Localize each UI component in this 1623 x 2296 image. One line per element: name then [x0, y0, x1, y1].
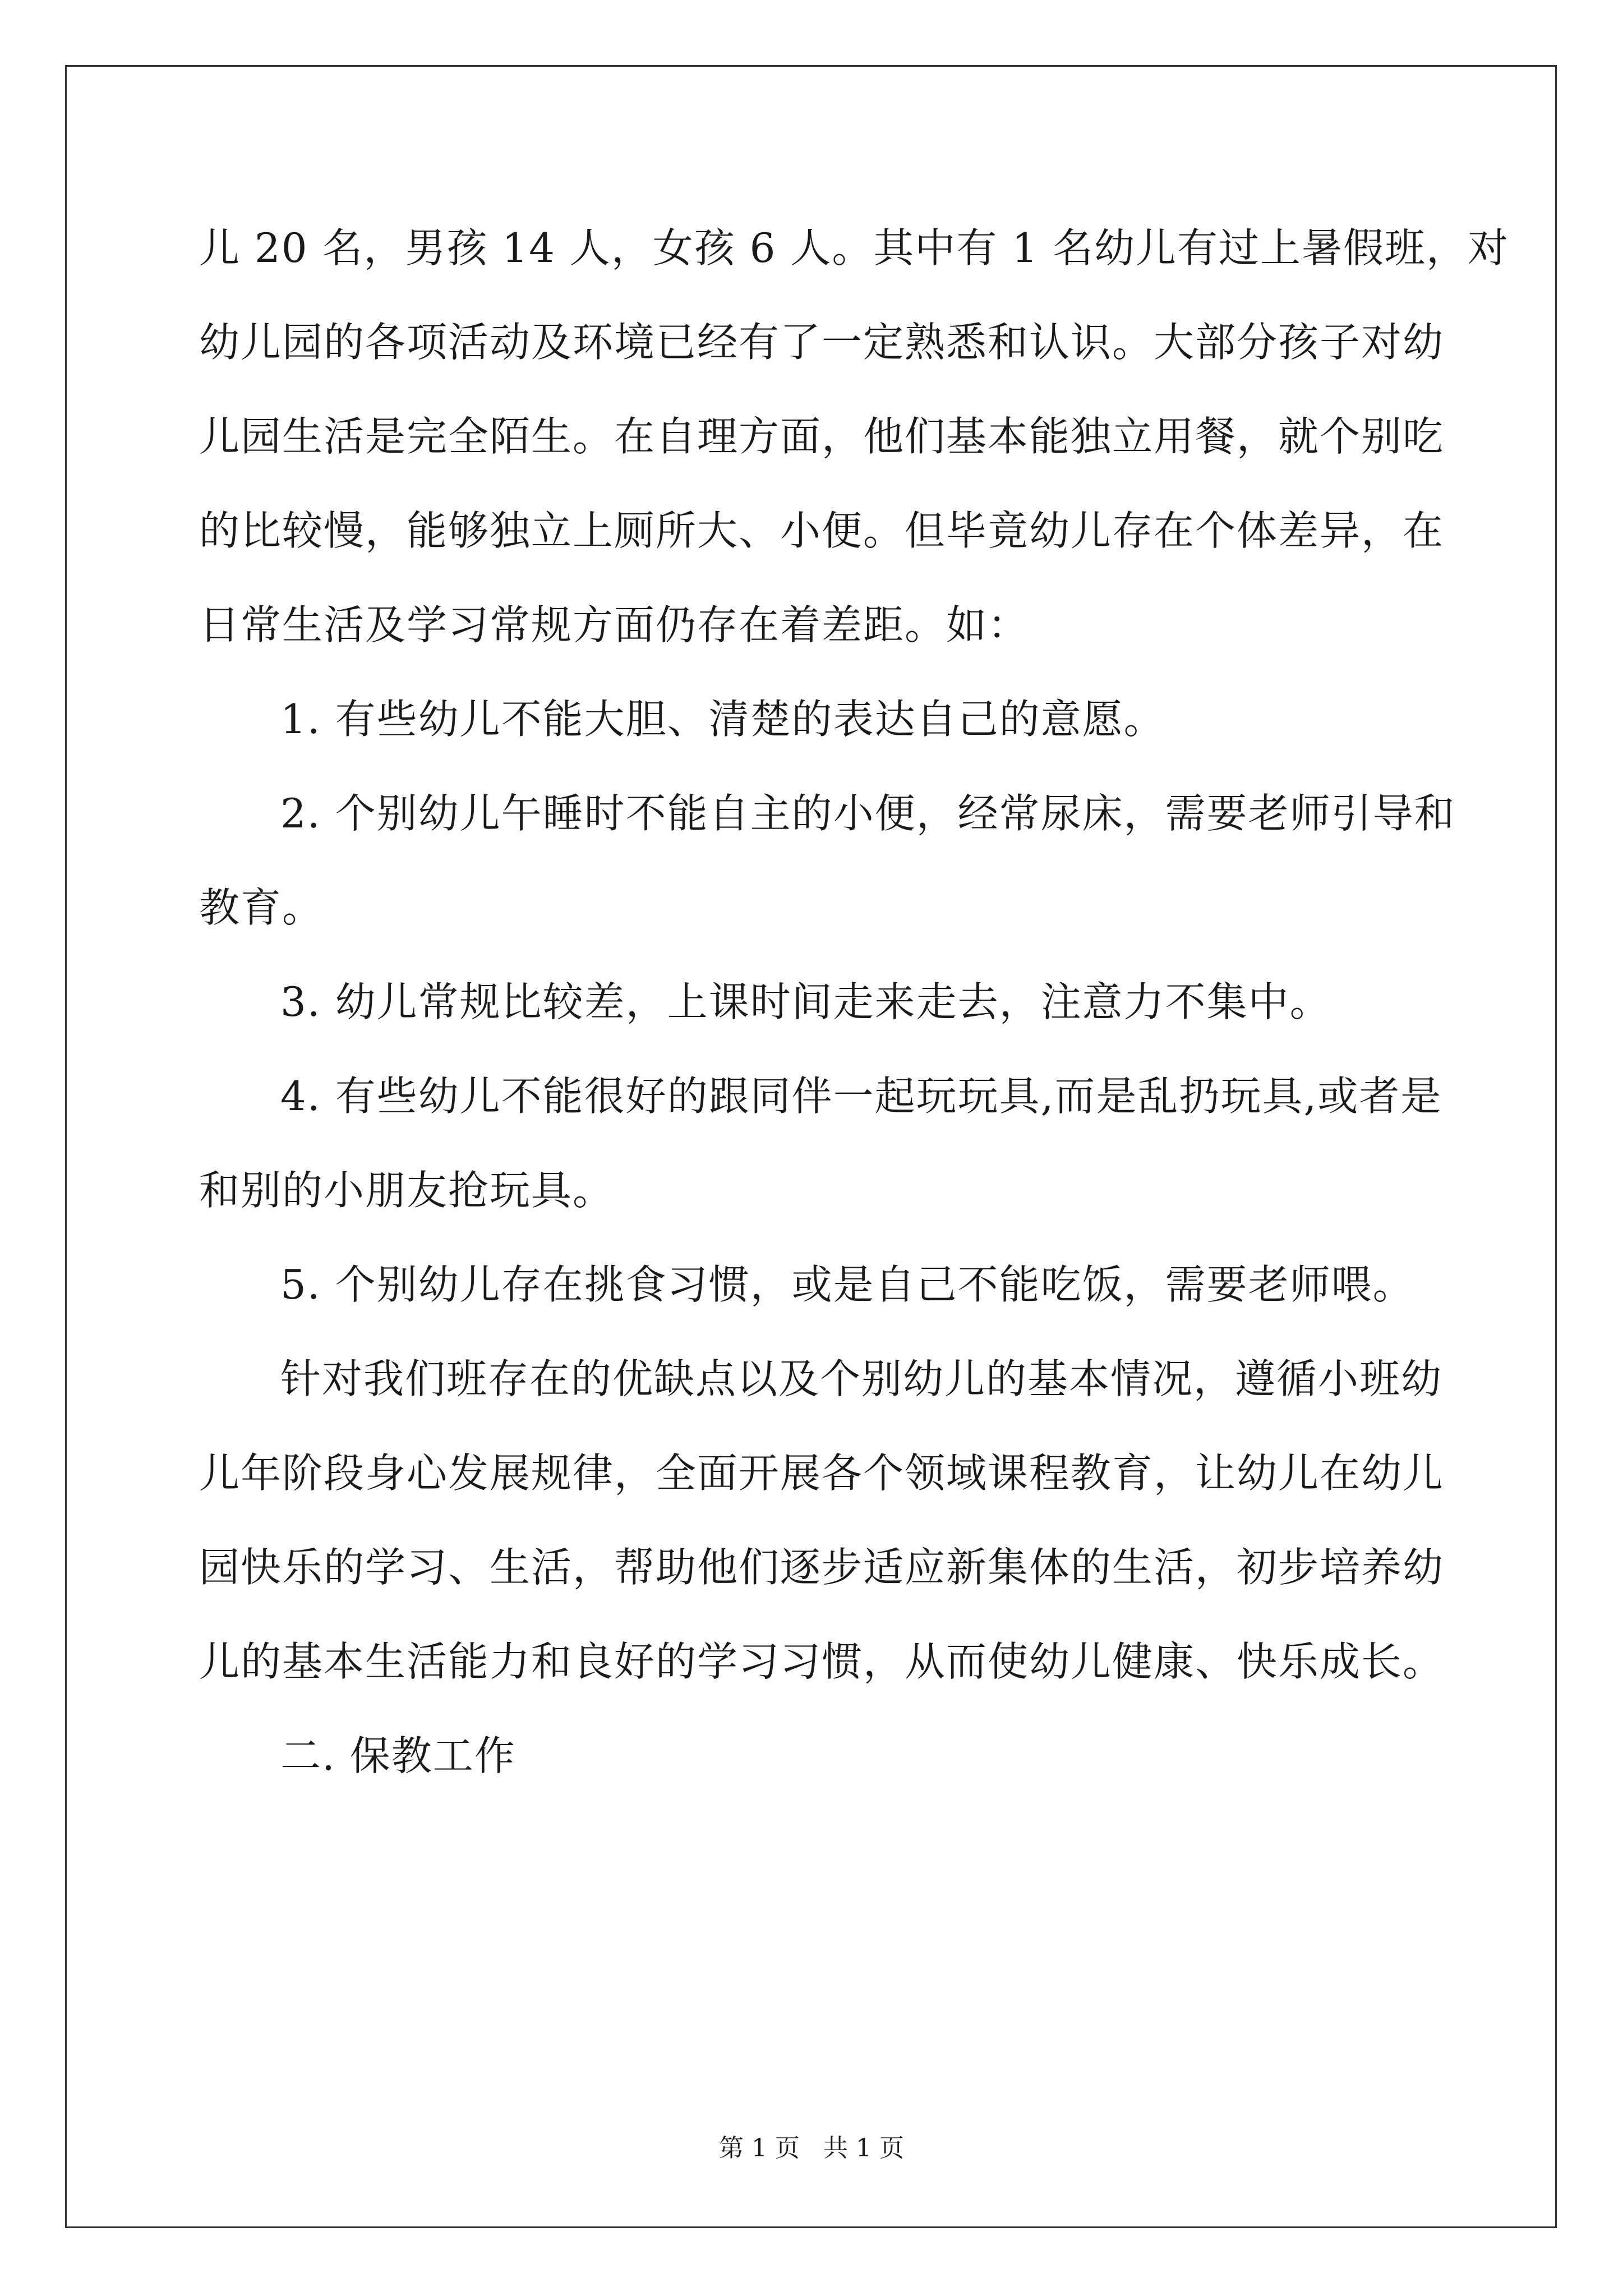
text-line: 日常生活及学习常规方面仍存在着差距。如：: [199, 601, 1030, 648]
text-line: 教育。: [199, 884, 324, 931]
text-line: 的比较慢，能够独立上厕所大、小便。但毕竟幼儿存在个体差异，在: [199, 507, 1445, 554]
list-item-4: 4. 有些幼儿不能很好的跟同伴一起玩玩具,而是乱扔玩具,或者是: [280, 1073, 1442, 1120]
text-line: 幼儿园的各项活动及环境已经有了一定熟悉和认识。大部分孩子对幼: [199, 319, 1445, 366]
page-number: 第 1 页 共 1 页: [719, 2134, 904, 2162]
section-heading: 二. 保教工作: [280, 1732, 516, 1779]
list-item-1: 1. 有些幼儿不能大胆、清楚的表达自己的意愿。: [280, 696, 1165, 743]
document-body: [199, 220, 1509, 1822]
paragraph-start: 针对我们班存在的优缺点以及个别幼儿的基本情况，遵循小班幼: [280, 1355, 1443, 1402]
list-item-3: 3. 幼儿常规比较差，上课时间走来走去，注意力不集中。: [280, 978, 1331, 1025]
text-line: 儿 20 名，男孩 14 人，女孩 6 人。其中有 1 名幼儿有过上暑假班，对: [199, 224, 1509, 272]
list-item-2: 2. 个别幼儿午睡时不能自主的小便，经常尿床，需要老师引导和: [280, 790, 1456, 837]
text-line: 和别的小朋友抢玩具。: [199, 1167, 615, 1214]
text-line: 儿园生活是完全陌生。在自理方面，他们基本能独立用餐，就个别吃: [199, 413, 1445, 460]
text-line: 儿的基本生活能力和良好的学习习惯，从而使幼儿健康、快乐成长。: [199, 1638, 1445, 1685]
text-line: 园快乐的学习、生活，帮助他们逐步适应新集体的生活，初步培养幼: [199, 1544, 1445, 1591]
text-line: 儿年阶段身心发展规律，全面开展各个领域课程教育，让幼儿在幼儿: [199, 1450, 1445, 1497]
list-item-5: 5. 个别幼儿存在挑食习惯，或是自己不能吃饭，需要老师喂。: [280, 1261, 1414, 1308]
